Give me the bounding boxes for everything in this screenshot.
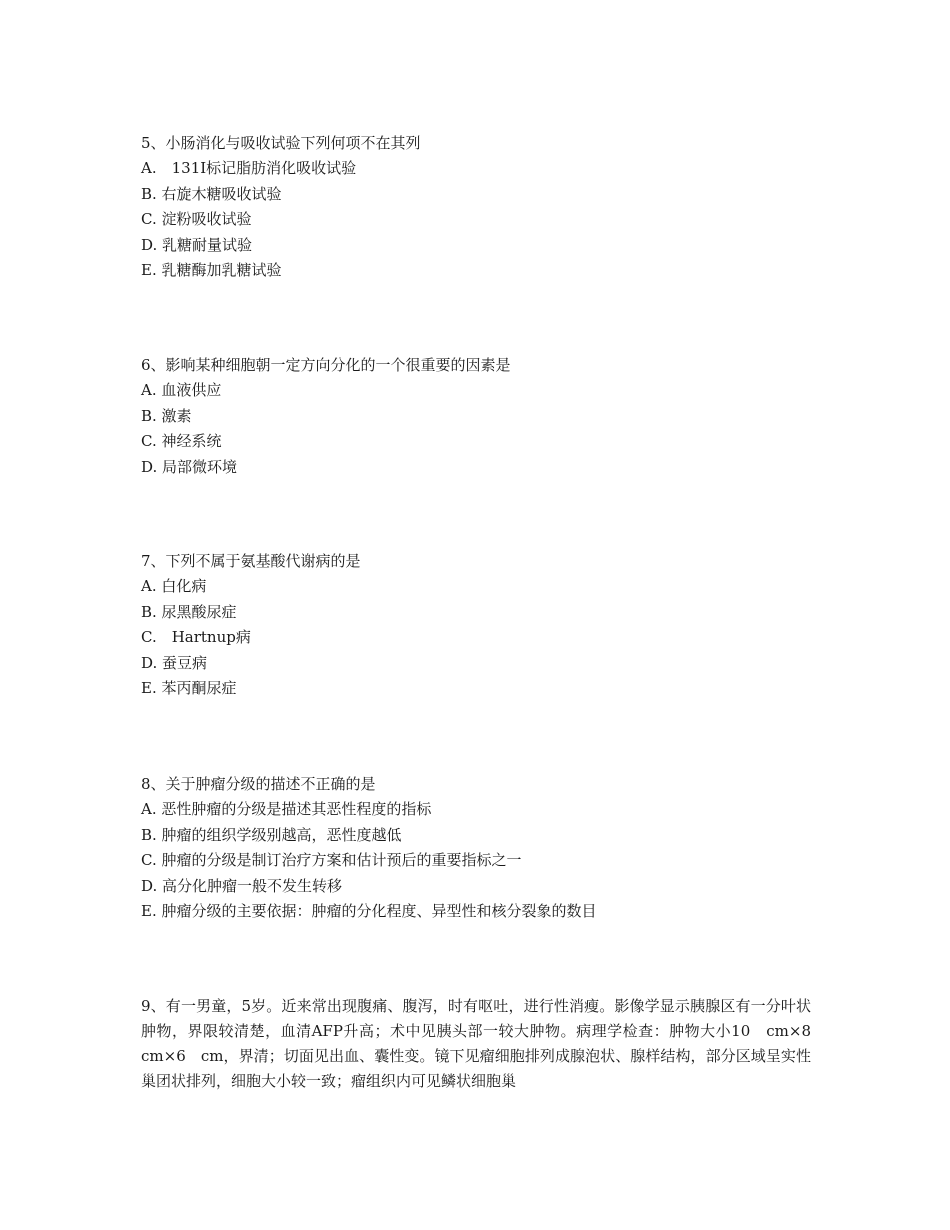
question-9-paragraph: 9、有一男童，5岁。近来常出现腹痛、腹泻，时有呕吐，进行性消瘦。影像学显示胰腺区有一分叶状肿物，界限较清楚，血清AFP升高；术中见胰头部一较大肿物。病理学检查：肿物大小10 cm×8 cm×6 cm，界清；切面见出血、囊性变。镜下见瘤细胞排列成腺泡状、腺样结构，部分区域呈实性巢团状排列，细胞大小较一致；瘤组织内可见鳞状细胞巢 [141,997,827,1090]
question-5-option-b: B. 右旋木糖吸收试验 [141,184,282,203]
question-7-option-a: A. 白化病 [141,577,207,596]
question-8-title: 8、关于肿瘤分级的描述不正确的是 [141,775,376,793]
question-7-option-c: C. Hartnup病 [141,628,251,647]
question-8-option-a: A. 恶性肿瘤的分级是描述其恶性程度的指标 [141,800,432,819]
question-8-option-e: E. 肿瘤分级的主要依据：肿瘤的分化程度、异型性和核分裂象的数目 [141,901,597,920]
question-6-option-a: A. 血液供应 [141,381,222,400]
question-8-option-d: D. 高分化肿瘤一般不发生转移 [141,876,343,895]
question-5-title: 5、小肠消化与吸收试验下列何项不在其列 [141,134,421,152]
question-8-option-b: B. 肿瘤的组织学级别越高，恶性度越低 [141,825,402,844]
question-6-title: 6、影响某种细胞朝一定方向分化的一个很重要的因素是 [141,356,511,374]
question-7-option-d: D. 蚕豆病 [141,653,208,672]
question-5-option-e: E. 乳糖酶加乳糖试验 [141,260,282,279]
question-5-option-d: D. 乳糖耐量试验 [141,235,253,254]
question-7-option-b: B. 尿黑酸尿症 [141,602,237,621]
question-7-option-e: E. 苯丙酮尿症 [141,678,237,697]
question-5-option-a: A. 131I标记脂肪消化吸收试验 [141,159,357,178]
question-6 [141,353,811,480]
question-9 [141,994,827,1094]
question-6-option-c: C. 神经系统 [141,432,222,451]
question-6-option-b: B. 激素 [141,406,192,425]
question-7-title: 7、下列不属于氨基酸代谢病的是 [141,552,361,570]
question-8 [141,772,811,924]
question-5 [141,131,811,283]
question-8-option-c: C. 肿瘤的分级是制订治疗方案和估计预后的重要指标之一 [141,851,522,870]
question-7 [141,549,811,701]
question-6-option-d: D. 局部微环境 [141,457,238,476]
question-5-option-c: C. 淀粉吸收试验 [141,210,252,229]
